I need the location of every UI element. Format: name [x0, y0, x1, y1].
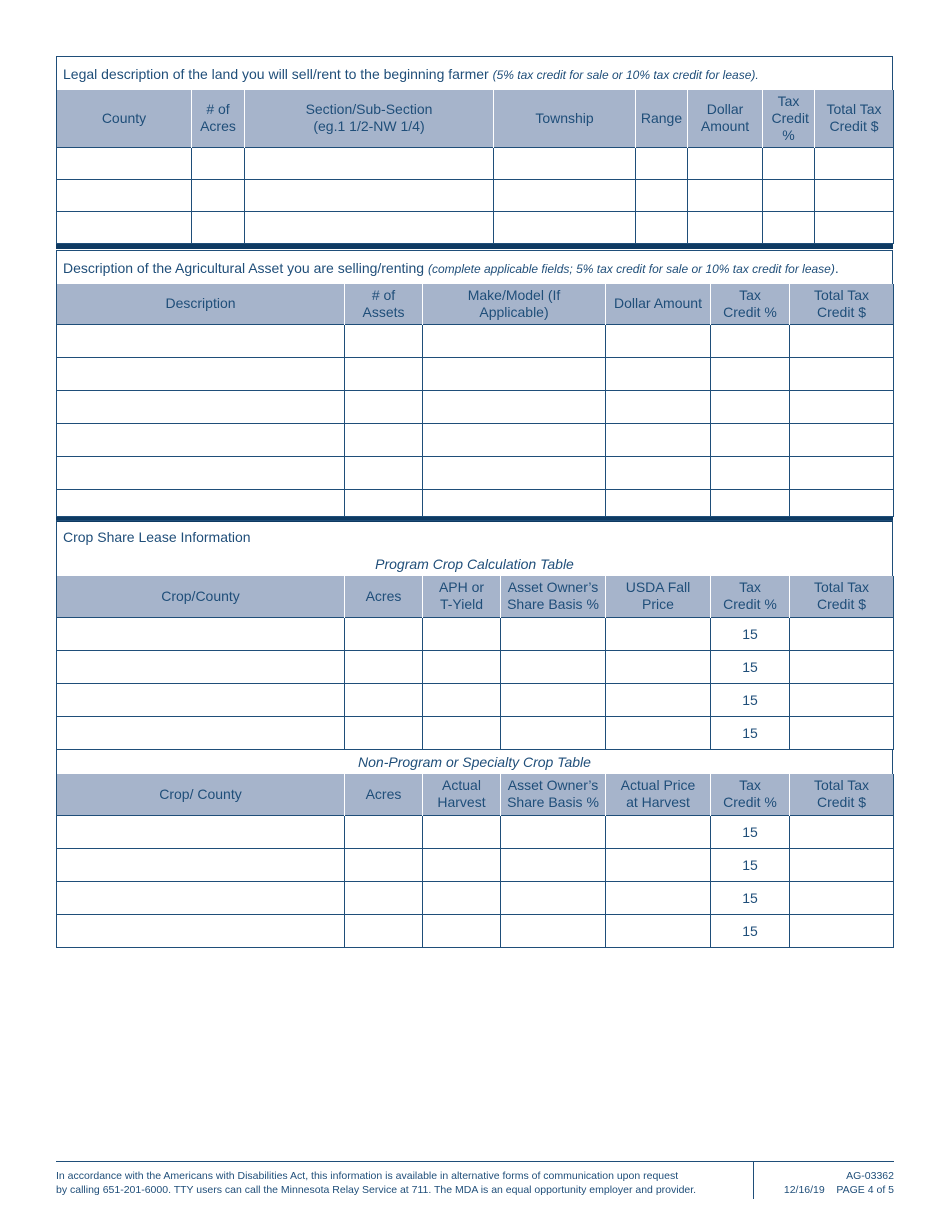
land-cell[interactable] — [688, 211, 763, 243]
header-description: Description — [57, 284, 345, 324]
section-divider — [56, 244, 893, 249]
header-tax-credit-pct: Tax Credit % — [711, 576, 790, 617]
asset-cell[interactable] — [345, 456, 423, 489]
header-total-tax-credit: Total Tax Credit $ — [790, 576, 894, 617]
asset-cell[interactable] — [790, 489, 894, 516]
crop-cell[interactable] — [345, 716, 423, 749]
header-num-assets: # of Assets — [345, 284, 423, 324]
asset-cell[interactable] — [345, 423, 423, 456]
form-date-page: 12/16/19 PAGE 4 of 5 — [783, 1184, 894, 1196]
tax-credit-value: 15 — [711, 617, 790, 650]
land-cell[interactable] — [763, 147, 815, 179]
non-program-section — [56, 750, 893, 948]
asset-cell[interactable] — [423, 489, 606, 516]
non-program-caption: Non-Program or Specialty Crop Table — [56, 750, 893, 774]
asset-cell[interactable] — [711, 423, 790, 456]
land-cell[interactable] — [494, 147, 636, 179]
asset-cell[interactable] — [345, 390, 423, 423]
asset-cell[interactable] — [423, 456, 606, 489]
land-cell[interactable] — [688, 179, 763, 211]
crop-cell[interactable] — [790, 617, 894, 650]
program-crop-row — [57, 683, 894, 716]
asset-section — [56, 250, 893, 522]
crop-cell[interactable] — [423, 683, 501, 716]
crop-cell[interactable] — [423, 617, 501, 650]
land-cell[interactable] — [815, 147, 894, 179]
land-cell[interactable] — [763, 179, 815, 211]
asset-cell[interactable] — [423, 423, 606, 456]
asset-cell[interactable] — [57, 390, 345, 423]
crop-cell[interactable] — [790, 683, 894, 716]
asset-cell[interactable] — [711, 390, 790, 423]
land-cell[interactable] — [494, 179, 636, 211]
header-total-tax-credit: Total Tax Credit $ — [790, 284, 894, 324]
asset-section-title: Description of the Agricultural Asset you are selling/renting (complete applicable fields; 5% tax credit for sale or 10% tax credit for lease). — [56, 250, 893, 284]
crop-cell[interactable] — [790, 881, 894, 914]
crop-cell[interactable] — [606, 848, 711, 881]
crop-cell[interactable] — [790, 716, 894, 749]
land-cell[interactable] — [245, 179, 494, 211]
header-usda-fall-price: USDA Fall Price — [606, 576, 711, 617]
crop-cell[interactable] — [57, 617, 345, 650]
program-crop-row — [57, 617, 894, 650]
crop-cell[interactable] — [501, 683, 606, 716]
crop-cell[interactable] — [345, 815, 423, 848]
asset-row — [57, 324, 894, 357]
header-county: County — [57, 90, 192, 147]
crop-cell[interactable] — [790, 914, 894, 947]
land-cell[interactable] — [57, 147, 192, 179]
crop-cell[interactable] — [501, 848, 606, 881]
land-section-title: Legal description of the land you will sell/rent to the beginning farmer (5% tax credit for sale or 10% tax credit for lease). — [56, 56, 893, 90]
land-cell[interactable] — [688, 147, 763, 179]
header-tax-credit-pct: Tax Credit % — [711, 284, 790, 324]
land-cell[interactable] — [815, 211, 894, 243]
asset-cell[interactable] — [606, 324, 711, 357]
crop-cell[interactable] — [501, 617, 606, 650]
header-tax-credit-pct: Tax Credit % — [763, 90, 815, 147]
crop-cell[interactable] — [423, 881, 501, 914]
asset-cell[interactable] — [606, 423, 711, 456]
crop-share-section — [56, 520, 893, 750]
crop-cell[interactable] — [57, 914, 345, 947]
crop-cell[interactable] — [345, 683, 423, 716]
land-cell[interactable] — [192, 147, 245, 179]
header-aph-tyield: APH or T-Yield — [423, 576, 501, 617]
asset-cell[interactable] — [606, 456, 711, 489]
asset-cell[interactable] — [711, 324, 790, 357]
header-crop-county: Crop/County — [57, 576, 345, 617]
crop-cell[interactable] — [423, 815, 501, 848]
crop-cell[interactable] — [790, 815, 894, 848]
asset-cell[interactable] — [790, 357, 894, 390]
asset-cell[interactable] — [57, 456, 345, 489]
asset-cell[interactable] — [606, 357, 711, 390]
asset-cell[interactable] — [57, 324, 345, 357]
form-number: AG-03362 — [846, 1170, 894, 1182]
crop-cell[interactable] — [501, 914, 606, 947]
crop-cell[interactable] — [790, 650, 894, 683]
header-acres: Acres — [345, 576, 423, 617]
land-cell[interactable] — [245, 211, 494, 243]
crop-cell[interactable] — [57, 683, 345, 716]
asset-cell[interactable] — [57, 423, 345, 456]
non-program-header — [57, 774, 894, 815]
header-total-tax-credit: Total Tax Credit $ — [790, 774, 894, 815]
land-cell[interactable] — [57, 179, 192, 211]
asset-cell[interactable] — [711, 456, 790, 489]
crop-cell[interactable] — [345, 881, 423, 914]
header-share-basis: Asset Owner’s Share Basis % — [501, 576, 606, 617]
crop-cell[interactable] — [345, 848, 423, 881]
crop-share-title: Crop Share Lease Information — [56, 520, 893, 552]
program-crop-caption: Program Crop Calculation Table — [56, 552, 893, 576]
crop-cell[interactable] — [57, 716, 345, 749]
land-cell[interactable] — [494, 211, 636, 243]
asset-cell[interactable] — [790, 423, 894, 456]
crop-cell[interactable] — [606, 683, 711, 716]
asset-cell[interactable] — [345, 489, 423, 516]
asset-cell[interactable] — [423, 390, 606, 423]
tax-credit-value: 15 — [711, 815, 790, 848]
asset-cell[interactable] — [606, 390, 711, 423]
header-actual-harvest: Actual Harvest — [423, 774, 501, 815]
asset-cell[interactable] — [345, 357, 423, 390]
asset-cell[interactable] — [606, 489, 711, 516]
tax-credit-value: 15 — [711, 881, 790, 914]
asset-cell[interactable] — [711, 489, 790, 516]
land-cell[interactable] — [636, 179, 688, 211]
ada-statement: In accordance with the Americans with Disabilities Act, this information is available in alternative forms of communication upon request by calling 651-201-6000. TTY users can call the Minnesota Relay Service at 711. The MDA is an equal opportunity employer and provider. — [56, 1170, 697, 1196]
non-program-crop-table — [56, 774, 894, 948]
header-acres: # of Acres — [192, 90, 245, 147]
asset-cell[interactable] — [790, 324, 894, 357]
crop-cell[interactable] — [423, 848, 501, 881]
header-total-tax-credit: Total Tax Credit $ — [815, 90, 894, 147]
crop-cell[interactable] — [501, 815, 606, 848]
land-cell[interactable] — [815, 179, 894, 211]
crop-cell[interactable] — [423, 650, 501, 683]
asset-cell[interactable] — [423, 357, 606, 390]
land-cell[interactable] — [57, 211, 192, 243]
land-cell[interactable] — [763, 211, 815, 243]
asset-cell[interactable] — [790, 456, 894, 489]
crop-cell[interactable] — [606, 617, 711, 650]
crop-cell[interactable] — [57, 881, 345, 914]
land-cell[interactable] — [245, 147, 494, 179]
asset-cell[interactable] — [790, 390, 894, 423]
header-acres: Acres — [345, 774, 423, 815]
asset-row — [57, 489, 894, 516]
crop-cell[interactable] — [501, 650, 606, 683]
asset-cell[interactable] — [57, 489, 345, 516]
footer-divider — [753, 1162, 754, 1199]
crop-cell[interactable] — [606, 914, 711, 947]
crop-cell[interactable] — [57, 815, 345, 848]
non-program-row — [57, 881, 894, 914]
crop-cell[interactable] — [423, 914, 501, 947]
crop-cell[interactable] — [345, 650, 423, 683]
crop-cell[interactable] — [501, 716, 606, 749]
land-table — [56, 90, 894, 244]
asset-cell[interactable] — [423, 324, 606, 357]
program-crop-row — [57, 650, 894, 683]
land-cell[interactable] — [636, 211, 688, 243]
tax-credit-value: 15 — [711, 650, 790, 683]
asset-row — [57, 390, 894, 423]
header-crop-county: Crop/ County — [57, 774, 345, 815]
crop-cell[interactable] — [606, 881, 711, 914]
crop-cell[interactable] — [606, 716, 711, 749]
crop-cell[interactable] — [423, 716, 501, 749]
land-row — [57, 179, 894, 211]
land-section — [56, 56, 893, 249]
header-range: Range — [636, 90, 688, 147]
non-program-row — [57, 815, 894, 848]
header-share-basis: Asset Owner’s Share Basis % — [501, 774, 606, 815]
header-dollar-amount: Dollar Amount — [688, 90, 763, 147]
land-cell[interactable] — [636, 147, 688, 179]
asset-table — [56, 284, 894, 517]
header-actual-price: Actual Price at Harvest — [606, 774, 711, 815]
non-program-row — [57, 848, 894, 881]
crop-cell[interactable] — [57, 650, 345, 683]
program-crop-row — [57, 716, 894, 749]
crop-cell[interactable] — [790, 848, 894, 881]
non-program-row — [57, 914, 894, 947]
header-tax-credit-pct: Tax Credit % — [711, 774, 790, 815]
crop-cell[interactable] — [501, 881, 606, 914]
land-row — [57, 147, 894, 179]
tax-credit-value: 15 — [711, 914, 790, 947]
asset-section-note: (complete applicable fields; 5% tax credit for sale or 10% tax credit for lease) — [427, 262, 835, 276]
crop-cell[interactable] — [345, 914, 423, 947]
asset-row — [57, 423, 894, 456]
program-crop-header — [57, 576, 894, 617]
tax-credit-value: 15 — [711, 716, 790, 749]
asset-cell[interactable] — [345, 324, 423, 357]
land-section-note: (5% tax credit for sale or 10% tax credit for lease). — [492, 68, 759, 82]
header-make-model: Make/Model (If Applicable) — [423, 284, 606, 324]
crop-cell[interactable] — [57, 848, 345, 881]
program-crop-table — [56, 576, 894, 750]
header-dollar-amount: Dollar Amount — [606, 284, 711, 324]
crop-cell[interactable] — [606, 815, 711, 848]
header-township: Township — [494, 90, 636, 147]
tax-credit-value: 15 — [711, 683, 790, 716]
header-section: Section/Sub-Section (eg.1 1/2-NW 1/4) — [245, 90, 494, 147]
asset-row — [57, 456, 894, 489]
asset-cell[interactable] — [57, 357, 345, 390]
tax-credit-value: 15 — [711, 848, 790, 881]
asset-row — [57, 357, 894, 390]
asset-cell[interactable] — [711, 357, 790, 390]
land-cell[interactable] — [192, 179, 245, 211]
land-row — [57, 211, 894, 243]
land-table-header — [57, 90, 894, 147]
page-footer — [56, 1161, 894, 1196]
crop-cell[interactable] — [606, 650, 711, 683]
land-cell[interactable] — [192, 211, 245, 243]
crop-cell[interactable] — [345, 617, 423, 650]
form-info — [784, 1169, 894, 1197]
asset-table-header — [57, 284, 894, 324]
